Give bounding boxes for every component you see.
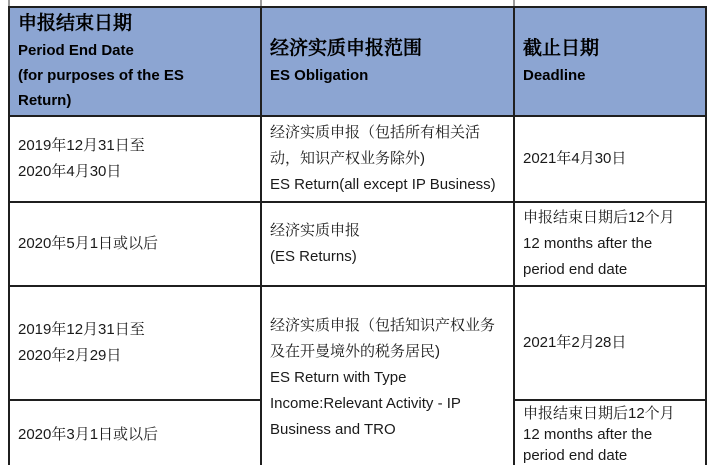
cell-text-line: 2019年12月31日至 <box>18 321 145 338</box>
cell-r3-deadline <box>514 286 706 400</box>
cell-text-line: (ES Returns) <box>270 248 357 265</box>
header-period-end-date <box>9 7 261 116</box>
cell-text-line: 动，知识产权业务除外) <box>270 150 425 167</box>
cell-text-line: 经济实质申报 <box>270 222 361 239</box>
cell-r2-obligation <box>261 202 514 286</box>
cell-text-line: period end date <box>523 447 628 464</box>
cell-text-line: 12 months after the <box>523 235 653 252</box>
cell-r2-deadline <box>514 202 706 286</box>
cell-r2-period <box>9 202 261 286</box>
header-obligation-zh: 经济实质申报范围 <box>270 38 423 59</box>
table-header-row <box>9 7 706 116</box>
cell-text-line: 及在开曼境外的税务居民) <box>270 342 440 360</box>
header-period-en: Period End Date <box>18 42 134 59</box>
cell-text-line: 2020年2月29日 <box>18 347 122 364</box>
cell-text-line: 2019年12月31日至 <box>18 137 145 154</box>
cell-text-line: Income:Relevant Activity - IP <box>270 394 461 412</box>
header-period-zh: 申报结束日期 <box>18 13 133 34</box>
cell-text-line: 经济实质申报（包括知识产权业务 <box>270 316 496 334</box>
cell-text-line: 2021年4月30日 <box>523 150 627 167</box>
header-obligation-en: ES Obligation <box>270 67 369 84</box>
cell-text-line: ES Return(all except IP Business) <box>270 176 496 193</box>
cell-text-line: period end date <box>523 261 628 278</box>
cell-r4-deadline <box>514 400 706 465</box>
cell-text-line: 申报结束日期后12个月 <box>523 209 675 226</box>
cell-text-line: ES Return with Type <box>270 368 407 386</box>
cell-text-line: 2020年4月30日 <box>18 163 122 180</box>
cell-text-line: Business and TRO <box>270 420 396 438</box>
header-deadline-zh: 截止日期 <box>523 38 600 59</box>
header-period-en: Return) <box>18 92 72 109</box>
cell-text-line: 经济实质申报（包括所有相关活 <box>270 124 481 141</box>
cell-r3-r4-obligation-merged <box>261 286 514 465</box>
cell-r3-period <box>9 286 261 400</box>
cell-r1-obligation <box>261 116 514 202</box>
cell-text-line: 2020年3月1日或以后 <box>18 425 159 443</box>
header-es-obligation <box>261 7 514 116</box>
header-deadline-en: Deadline <box>523 67 586 84</box>
table-row <box>9 116 706 202</box>
cell-text-line: 申报结束日期后12个月 <box>523 405 675 422</box>
cell-text-line: 12 months after the <box>523 426 653 443</box>
table-row <box>9 286 706 400</box>
cell-text-line: 2021年2月28日 <box>523 334 627 351</box>
cell-r1-deadline <box>514 116 706 202</box>
header-period-en: (for purposes of the ES <box>18 67 184 84</box>
cell-r1-period <box>9 116 261 202</box>
header-deadline <box>514 7 706 116</box>
table-row <box>9 202 706 286</box>
cell-text-line: 2020年5月1日或以后 <box>18 235 159 252</box>
es-return-deadline-table <box>8 6 707 465</box>
cell-r4-period <box>9 400 261 465</box>
